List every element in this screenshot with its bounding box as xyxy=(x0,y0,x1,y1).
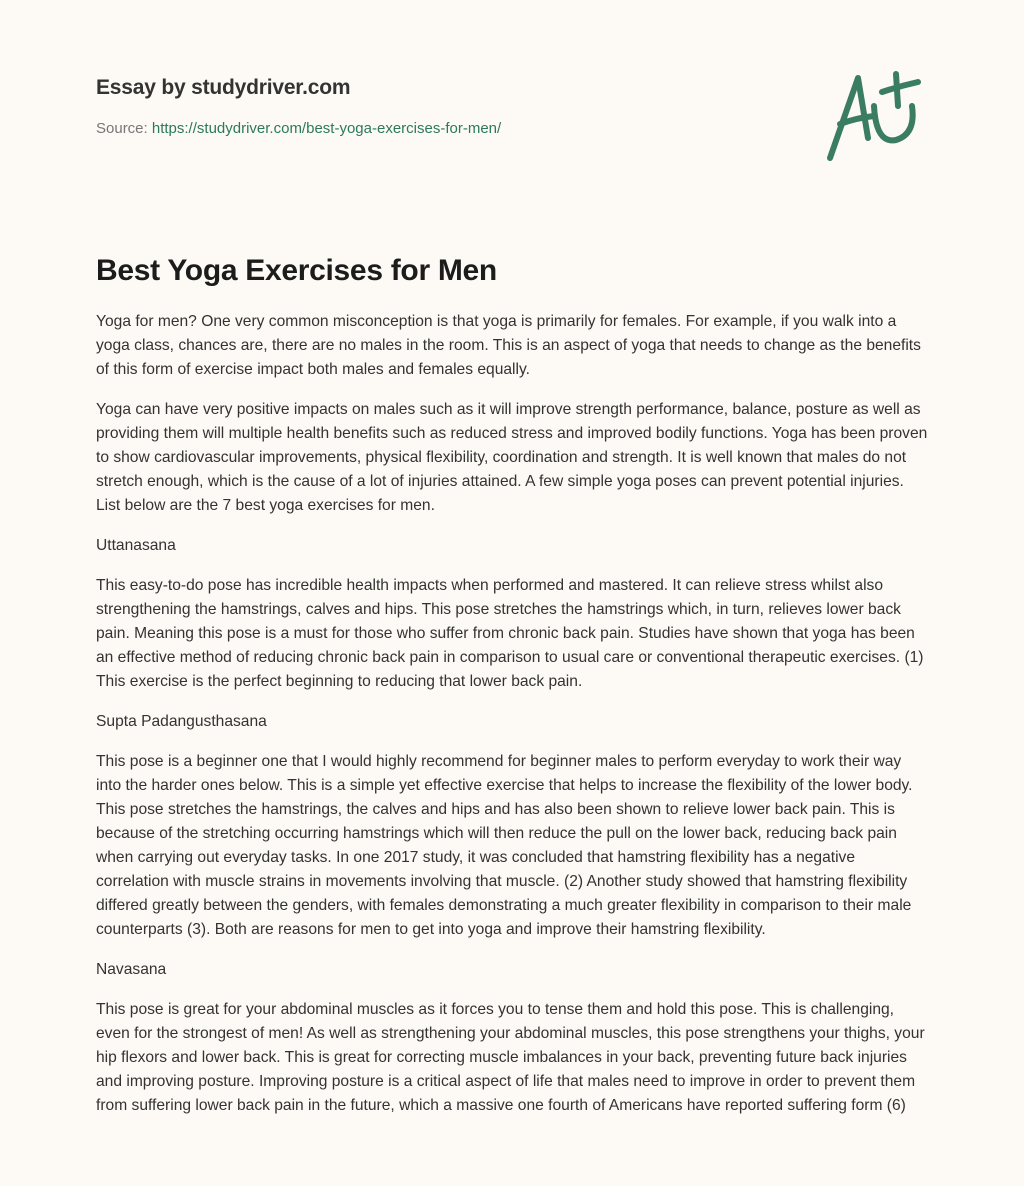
section-heading: Uttanasana xyxy=(96,537,176,554)
section-heading: Supta Padangusthasana xyxy=(96,713,267,730)
a-plus-logo-icon xyxy=(818,66,928,166)
article xyxy=(96,254,930,1134)
source-link[interactable]: https://studydriver.com/best-yoga-exercises-for-men/ xyxy=(151,120,502,137)
section-heading: Navasana xyxy=(96,961,167,978)
site-title: Essay by studydriver.com xyxy=(96,76,351,99)
source-line xyxy=(96,120,501,137)
paragraph: This pose is a beginner one that I would highly recommend for beginner males to perform everyday to work their way into the harder ones below. This is a simple yet effective exercise that helps to increase the flexibility of the lower body. This pose stretches the hamstrings, the calves and hips and has also been shown to relieve lower back pain. This is because of the stretching occurring hamstrings which will then reduce the pull on the lower back, reducing back pain when carrying out everyday tasks. In one 2017 study, it was concluded that hamstring flexibility has a negative correlation with muscle strains in movements involving that muscle. (2) Another study showed that hamstring flexibility differed greatly between the genders, with females demonstrating a much greater flexibility in comparison to their male counterparts (3). Both are reasons for men to get into yoga and improve their hamstring flexibility. xyxy=(96,753,913,938)
paragraph: Yoga can have very positive impacts on males such as it will improve strength performance, balance, posture as well as providing them will multiple health benefits such as reduced stress and improved bodily functions. Yoga has been proven to show cardiovascular improvements, physical flexibility, coordination and strength. It is well known that males do not stretch enough, which is the cause of a lot of injuries attained. A few simple yoga poses can prevent potential injuries. List below are the 7 best yoga exercises for men. xyxy=(96,401,928,514)
page-header xyxy=(96,76,501,137)
article-title: Best Yoga Exercises for Men xyxy=(96,254,497,287)
paragraph: This easy-to-do pose has incredible health impacts when performed and mastered. It can relieve stress whilst also strengthening the hamstrings, calves and hips. This pose stretches the hamstrings which, in turn, relieves lower back pain. Meaning this pose is a must for those who suffer from chronic back pain. Studies have shown that yoga has been an effective method of reducing chronic back pain in comparison to usual care or conventional therapeutic exercises. (1) This exercise is the perfect beginning to reducing that lower back pain. xyxy=(96,577,924,690)
paragraph: Yoga for men? One very common misconception is that yoga is primarily for females. For example, if you walk into a yoga class, chances are, there are no males in the room. This is an aspect of yoga that needs to change as the benefits of this form of exercise impact both males and females equally. xyxy=(96,313,921,378)
source-label: Source: xyxy=(96,120,148,137)
paragraph: This pose is great for your abdominal muscles as it forces you to tense them and hold this pose. This is challenging, even for the strongest of men! As well as strengthening your abdominal muscles, this pose strengthens your thighs, your hip flexors and lower back. This is great for correcting muscle imbalances in your back, preventing future back injuries and improving posture. Improving posture is a critical aspect of life that males need to improve in order to prevent them from suffering lower back pain in the future, which a massive one fourth of Americans have reported suffering form (6) xyxy=(96,1001,925,1114)
